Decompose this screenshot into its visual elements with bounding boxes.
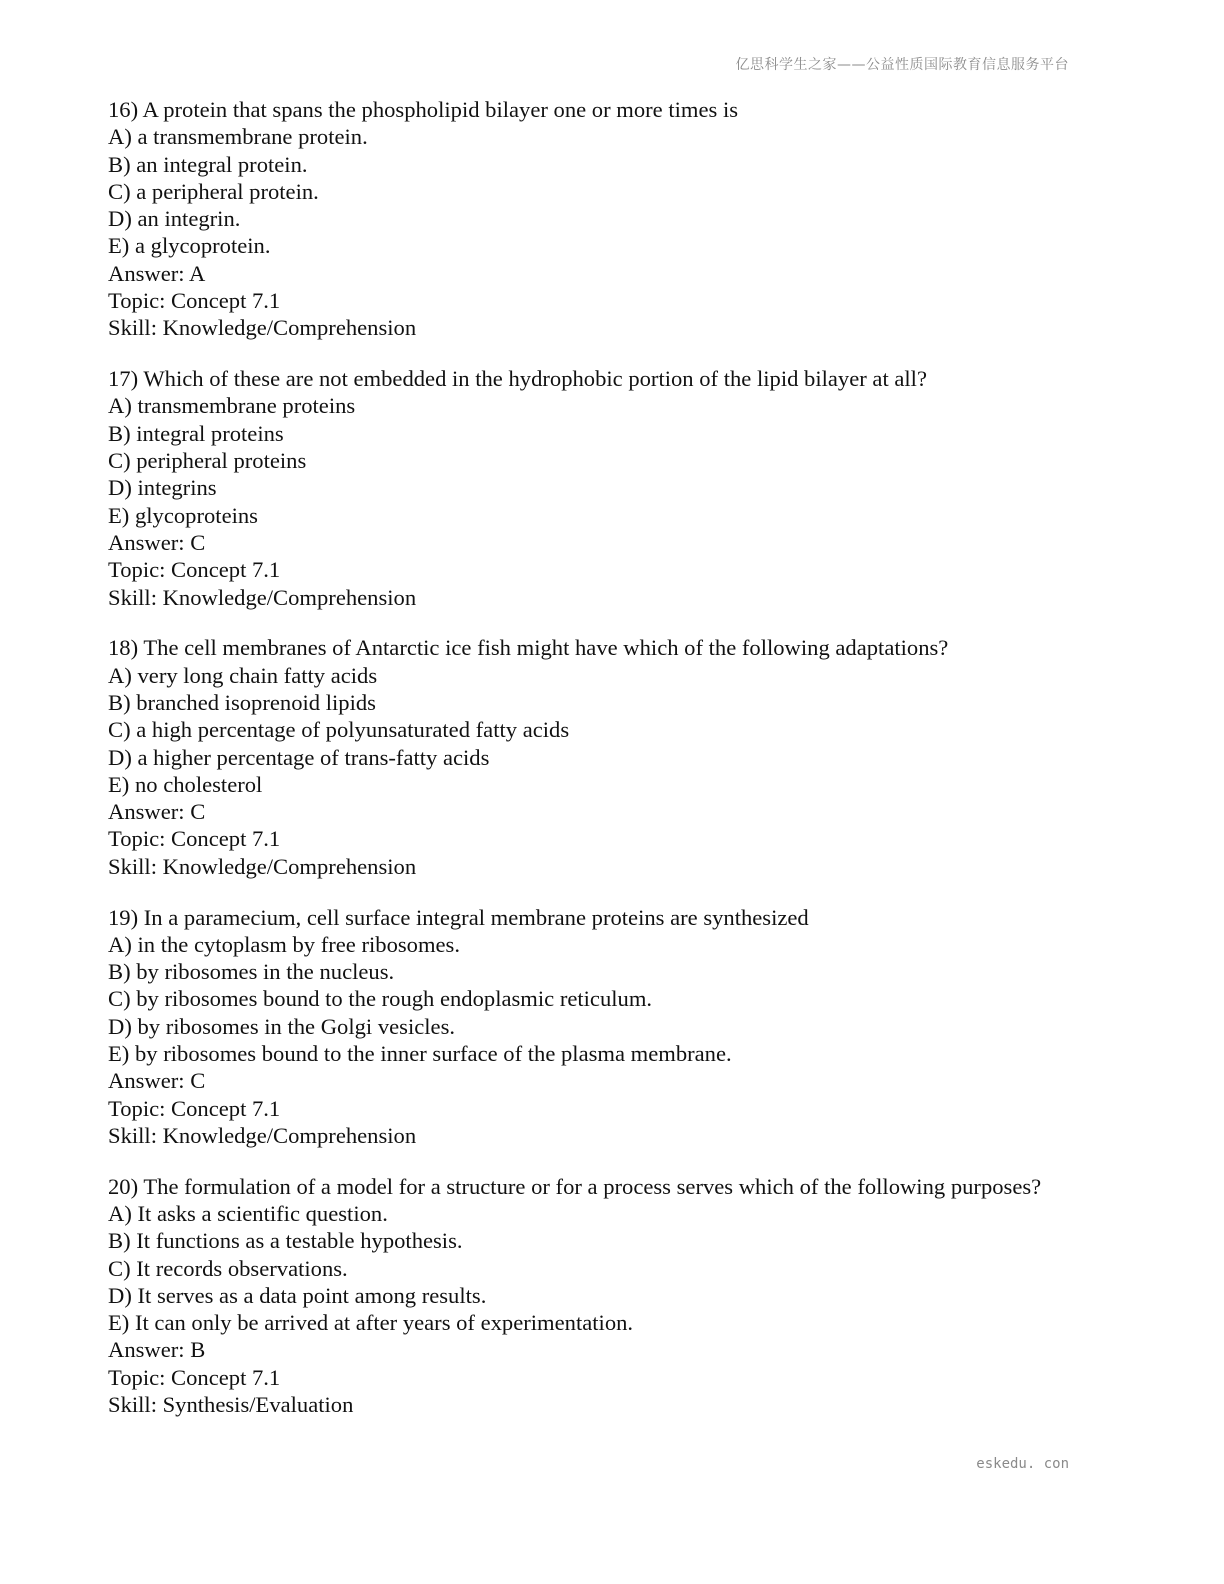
question-17 bbox=[108, 365, 1118, 611]
answer-line: Answer: C bbox=[108, 1068, 206, 1094]
option-a: A) in the cytoplasm by free ribosomes. bbox=[108, 931, 461, 957]
option-d: D) a higher percentage of trans-fatty acids bbox=[108, 744, 490, 770]
option-a: A) transmembrane proteins bbox=[108, 393, 356, 419]
option-a: A) It asks a scientific question. bbox=[108, 1200, 388, 1226]
option-d: D) an integrin. bbox=[108, 206, 241, 232]
option-d: D) integrins bbox=[108, 475, 217, 501]
option-c: C) It records observations. bbox=[108, 1255, 348, 1281]
question-18 bbox=[108, 634, 1118, 880]
option-e: E) It can only be arrived at after years of experimentation. bbox=[108, 1310, 634, 1336]
answer-line: Answer: A bbox=[108, 260, 206, 286]
option-b: B) It functions as a testable hypothesis. bbox=[108, 1228, 463, 1254]
question-stem: 16) A protein that spans the phospholipid bilayer one or more times is bbox=[108, 97, 739, 122]
question-stem: 20) The formulation of a model for a structure or for a process serves which of the following purposes? bbox=[108, 1173, 1042, 1199]
option-e: E) no cholesterol bbox=[108, 771, 263, 797]
question-20 bbox=[108, 1173, 1118, 1419]
skill-line: Skill: Synthesis/Evaluation bbox=[108, 1392, 354, 1418]
option-a: A) very long chain fatty acids bbox=[108, 662, 378, 688]
answer-line: Answer: B bbox=[108, 1337, 206, 1363]
option-b: B) by ribosomes in the nucleus. bbox=[108, 959, 395, 985]
question-stem: 17) Which of these are not embedded in the hydrophobic portion of the lipid bilayer at all? bbox=[108, 366, 927, 392]
question-stem: 19) In a paramecium, cell surface integral membrane proteins are synthesized bbox=[108, 904, 809, 930]
option-e: E) a glycoprotein. bbox=[108, 233, 271, 259]
skill-line: Skill: Knowledge/Comprehension bbox=[108, 584, 417, 610]
skill-line: Skill: Knowledge/Comprehension bbox=[108, 853, 417, 879]
question-stem: 18) The cell membranes of Antarctic ice fish might have which of the following adaptations? bbox=[108, 635, 949, 661]
option-c: C) peripheral proteins bbox=[108, 448, 307, 474]
topic-line: Topic: Concept 7.1 bbox=[108, 826, 281, 852]
answer-line: Answer: C bbox=[108, 799, 206, 825]
option-c: C) a peripheral protein. bbox=[108, 178, 319, 204]
page-header-watermark: 亿思科学生之家——公益性质国际教育信息服务平台 bbox=[735, 57, 1069, 73]
option-d: D) It serves as a data point among results. bbox=[108, 1282, 487, 1308]
option-d: D) by ribosomes in the Golgi vesicles. bbox=[108, 1013, 456, 1039]
answer-line: Answer: C bbox=[108, 529, 206, 555]
option-e: E) by ribosomes bound to the inner surface of the plasma membrane. bbox=[108, 1041, 732, 1066]
skill-line: Skill: Knowledge/Comprehension bbox=[108, 315, 417, 341]
topic-line: Topic: Concept 7.1 bbox=[108, 557, 281, 583]
option-b: B) integral proteins bbox=[108, 420, 284, 446]
topic-line: Topic: Concept 7.1 bbox=[108, 288, 281, 314]
option-a: A) a transmembrane protein. bbox=[108, 124, 368, 150]
option-c: C) by ribosomes bound to the rough endoplasmic reticulum. bbox=[108, 986, 653, 1012]
page-footer-watermark: eskedu. con bbox=[976, 1456, 1069, 1472]
topic-line: Topic: Concept 7.1 bbox=[108, 1095, 281, 1121]
option-b: B) an integral protein. bbox=[108, 151, 308, 177]
question-16 bbox=[108, 96, 1118, 342]
skill-line: Skill: Knowledge/Comprehension bbox=[108, 1122, 417, 1148]
question-list bbox=[108, 96, 1118, 1418]
option-b: B) branched isoprenoid lipids bbox=[108, 689, 376, 715]
question-19 bbox=[108, 904, 1118, 1150]
option-c: C) a high percentage of polyunsaturated fatty acids bbox=[108, 717, 570, 743]
topic-line: Topic: Concept 7.1 bbox=[108, 1364, 281, 1390]
option-e: E) glycoproteins bbox=[108, 502, 258, 528]
